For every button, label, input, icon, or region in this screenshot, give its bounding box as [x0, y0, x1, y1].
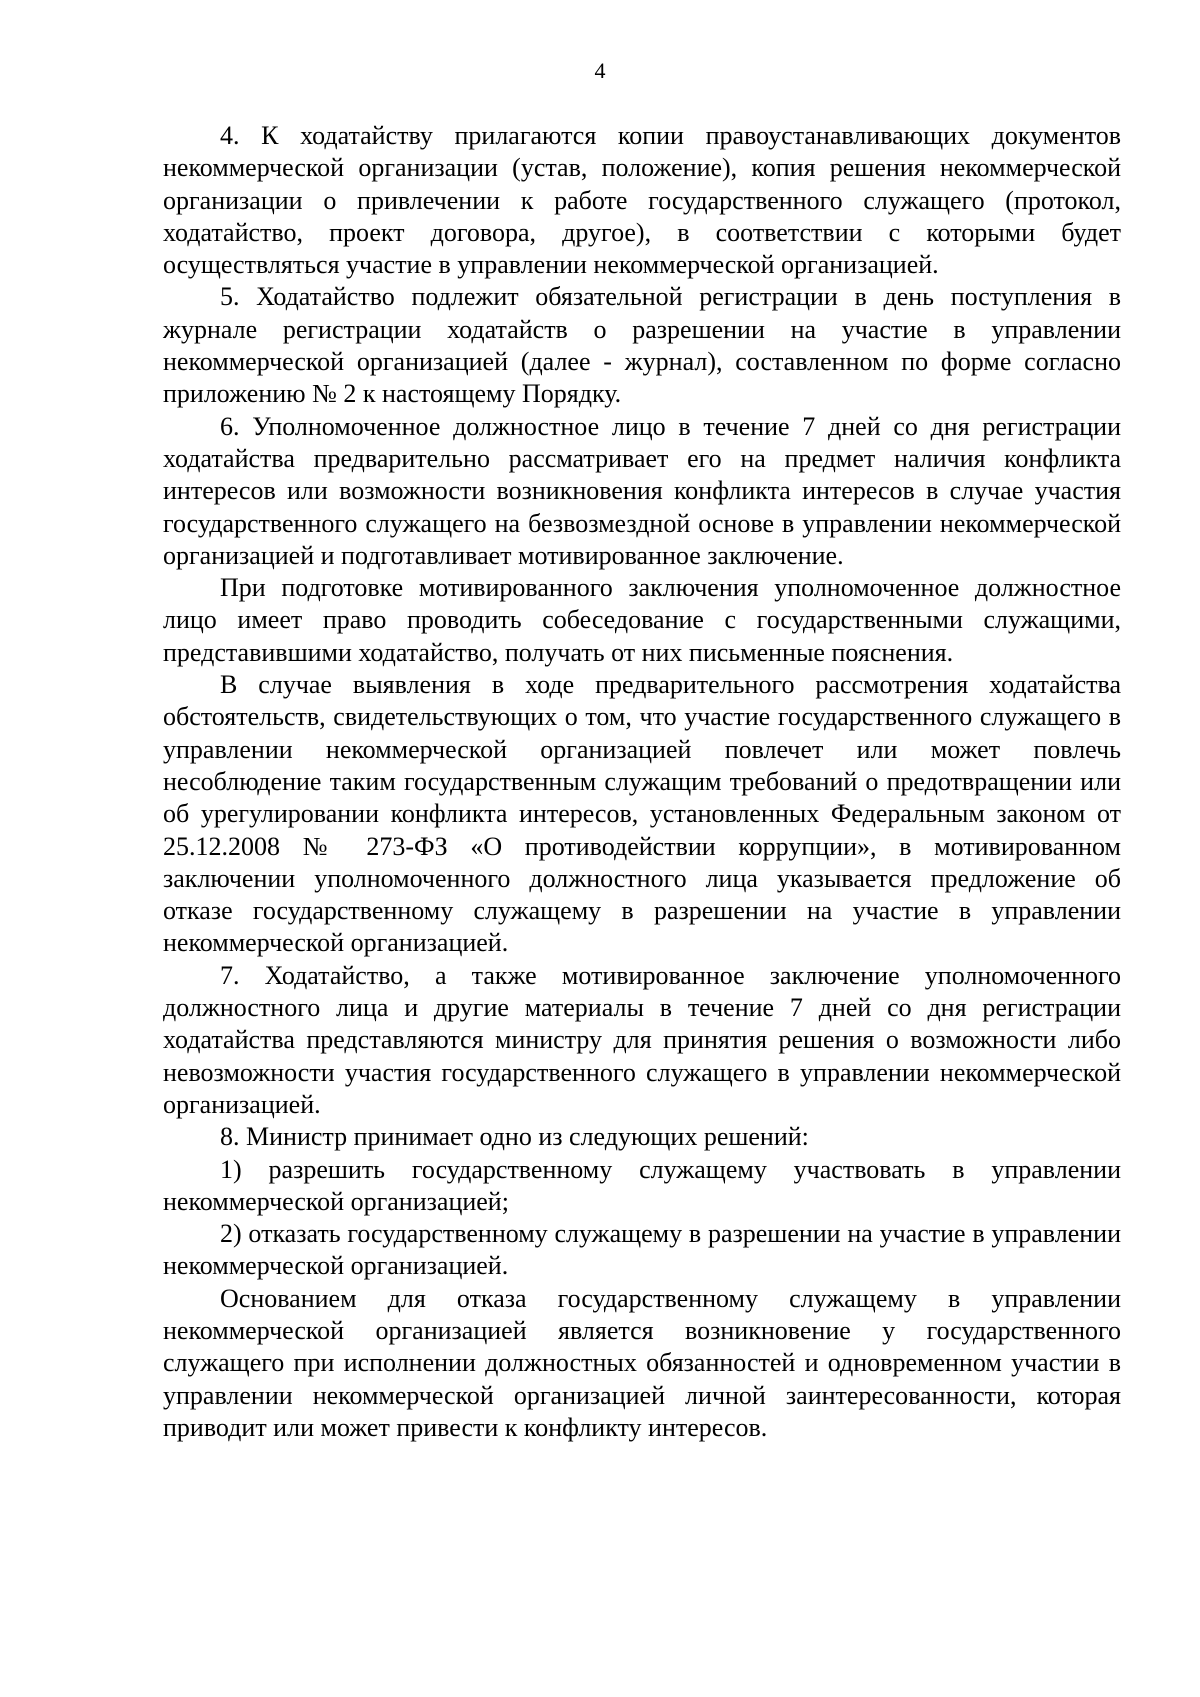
paragraph-7: 7. Ходатайство, а также мотивированное заключение уполномоченного должностного лица и другие материалы в течение 7 дней со дня регистрации ходатайства представляются министру для принятия решения о возможности либо невозможности участия государственного служащего в управлении некоммерческой организацией.	[163, 960, 1121, 1119]
decision-option-2: 2) отказать государственному служащему в разрешении на участие в управлении некоммерческой организацией.	[163, 1219, 1121, 1281]
document-body	[163, 120, 1121, 1444]
paragraph-6-preparation: При подготовке мотивированного заключения уполномоченное должностное лицо имеет право проводить собеседование с государственными служащими, представившими ходатайство, получать от них письменные пояснения.	[163, 573, 1121, 667]
paragraph-6: 6. Уполномоченное должностное лицо в течение 7 дней со дня регистрации ходатайства предварительно рассматривает его на предмет наличия конфликта интересов или возможности возникновения конфликта интересов в случае участия государственного служащего на безвозмездной основе в управлении некоммерческой организацией и подготавливает мотивированное заключение.	[163, 411, 1121, 570]
paragraph-8: 8. Министр принимает одно из следующих решений:	[220, 1122, 809, 1152]
refusal-grounds: Основанием для отказа государственному служащему в управлении некоммерческой организацией является возникновение у государственного служащего при исполнении должностных обязанностей и одновременном участии в управлении некоммерческой организацией личной заинтересованности, которая приводит или может привести к конфликту интересов.	[163, 1283, 1121, 1442]
decision-option-1: 1) разрешить государственному служащему участвовать в управлении некоммерческой организацией;	[163, 1154, 1121, 1216]
paragraph-5: 5. Ходатайство подлежит обязательной регистрации в день поступления в журнале регистрации ходатайств о разрешении на участие в управлении некоммерческой организацией (далее - журнал), составленном по форме согласно приложению № 2 к настоящему Порядку.	[163, 282, 1121, 409]
page-number: 4	[594, 58, 606, 83]
paragraph-6-circumstances: В случае выявления в ходе предварительного рассмотрения ходатайства обстоятельств, свидетельствующих о том, что участие государственного служащего в управлении некоммерческой организацией повлечет или может повлечь несоблюдение таким государственным служащим требований о предотвращении или об урегулировании конфликта интересов, установленных Федеральным законом от 25.12.2008 № 273-ФЗ «О противодействии коррупции», в мотивированном заключении уполномоченного должностного лица указывается предложение об отказе государственному служащему в разрешении на участие в управлении некоммерческой организацией.	[163, 670, 1121, 958]
paragraph-4: 4. К ходатайству прилагаются копии правоустанавливающих документов некоммерческой организации (устав, положение), копия решения некоммерческой организации о привлечении к работе государственного служащего (протокол, ходатайство, проект договора, другое), в соответствии с которыми будет осуществляться участие в управлении некоммерческой организацией.	[163, 121, 1121, 280]
